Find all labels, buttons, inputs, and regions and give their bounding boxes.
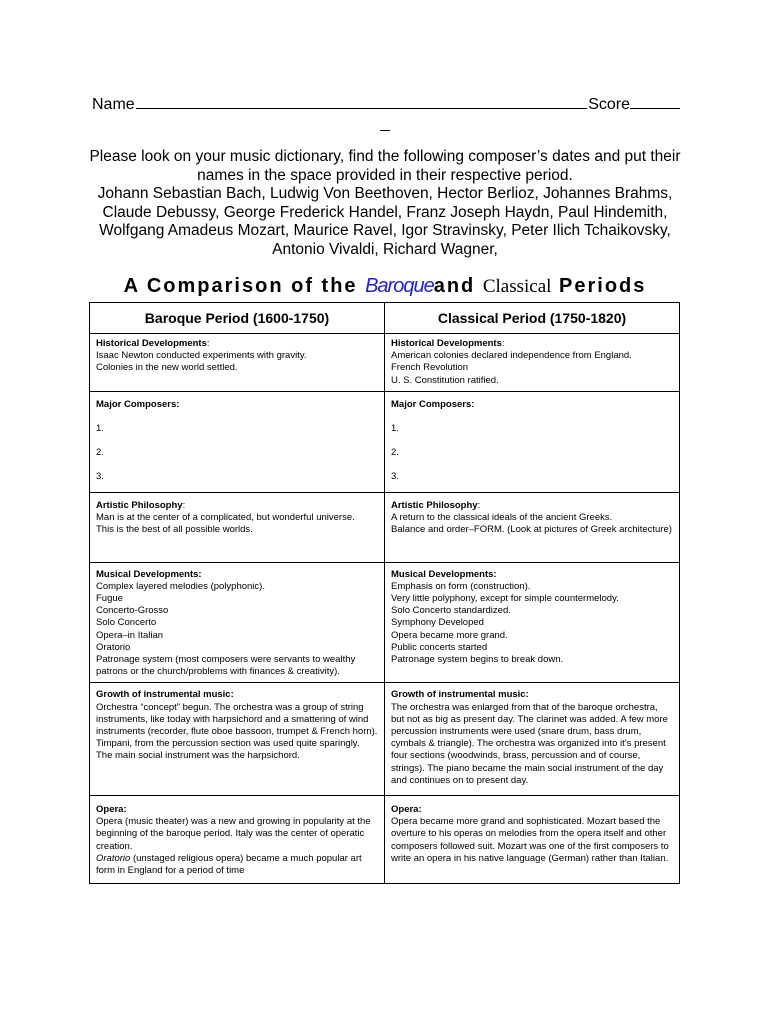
- comparison-table: [89, 302, 680, 884]
- section-label: Musical Developments:: [391, 568, 497, 580]
- title-suffix: Periods: [551, 275, 647, 297]
- title-prefix: A Comparison of the: [123, 275, 366, 297]
- section-label: Major Composers:: [96, 398, 180, 410]
- cell-instrumental-baroque: [90, 683, 385, 796]
- section-label: Artistic Philosophy: [391, 499, 478, 511]
- table-row-instrumental: [90, 683, 680, 796]
- section-label: Major Composers:: [391, 398, 475, 410]
- section-label: Growth of instrumental music:: [96, 689, 234, 701]
- list-item: Man is at the center of a complicated, but wonderful universe.: [96, 511, 355, 523]
- list-item: Complex layered melodies (polyphonic).: [96, 580, 265, 592]
- list-item: U. S. Constitution ratified.: [391, 374, 499, 386]
- name-label: Name: [92, 96, 135, 113]
- section-label: Historical Developments: [391, 338, 502, 349]
- composer-slot-2: 2.: [96, 447, 104, 459]
- composer-slot-3: 3.: [96, 471, 104, 483]
- cell-historical-classical: Historical Developments: American colonies declared independence from England. French Revolution U. S. Constitution ratified.: [385, 334, 680, 392]
- list-item: Fugue: [96, 593, 123, 605]
- score-blank[interactable]: [630, 94, 680, 109]
- paragraph: Opera became more grand and sophisticated. Mozart based the overture to his operas on melodies from the opera itself and other composers followed suit. Mozart was one of the first composers to write an opera in his native language (German) rather than Italian.: [391, 816, 669, 864]
- name-blank[interactable]: [136, 94, 588, 109]
- cell-musical-classical: [385, 562, 680, 683]
- table-row-musical: [90, 562, 680, 683]
- list-item: Solo Concerto standardized.: [391, 605, 511, 617]
- list-item: Opera–in Italian: [96, 629, 164, 641]
- list-item: Isaac Newton conducted experiments with gravity.: [96, 350, 307, 362]
- column-header-baroque: Baroque Period (1600-1750): [90, 303, 385, 334]
- composer-slot-1: 1.: [391, 423, 399, 435]
- section-label: Artistic Philosophy: [96, 499, 183, 511]
- list-item: Opera became more grand.: [391, 629, 508, 641]
- list-item: This is the best of all possible worlds.: [96, 524, 253, 536]
- section-label: Opera:: [391, 804, 422, 816]
- list-item: Oratorio: [96, 641, 131, 653]
- list-item: Solo Concerto: [96, 617, 157, 629]
- paragraph: Orchestra “concept” begun. The orchestra was a group of string instruments, like today with harpsichord and a smattering of wind instruments (recorder, flute oboe bassoon, trumpet & French horn). Timpani, from the percussion section was used quite sparingly. The main social instrument was the harpsichord.: [96, 701, 378, 762]
- cell-opera-classical: [385, 796, 680, 884]
- list-item: Very little polyphony, except for simple countermelody.: [391, 593, 619, 605]
- name-score-line: [92, 94, 680, 114]
- paragraph: Opera (music theater) was a new and growing in popularity at the beginning of the baroque period. Italy was the center of operatic creation.: [96, 816, 371, 852]
- score-blank-continuation: [380, 116, 390, 131]
- cell-philosophy-baroque: Artistic Philosophy: Man is at the center of a complicated, but wonderful universe. This is the best of all possible worlds.: [90, 492, 385, 562]
- list-item: Public concerts started: [391, 641, 488, 653]
- cell-composers-baroque[interactable]: [90, 391, 385, 492]
- oratorio-term: Oratorio: [96, 852, 131, 864]
- list-item: Balance and order–FORM. (Look at pictures of Greek architecture): [391, 524, 672, 536]
- section-label: Historical Developments: [96, 338, 207, 349]
- page-title: [90, 275, 680, 298]
- list-item: Colonies in the new world settled.: [96, 362, 238, 374]
- title-and: and: [433, 275, 483, 297]
- table-row-composers: [90, 391, 680, 492]
- list-item: Patronage system (most composers were servants to wealthy patrons or the church/problems with finances & creativity).: [96, 654, 356, 678]
- composer-slot-3: 3.: [391, 471, 399, 483]
- table-header-row: [90, 303, 680, 334]
- section-label: Musical Developments:: [96, 568, 202, 580]
- cell-philosophy-classical: Artistic Philosophy: A return to the classical ideals of the ancient Greeks. Balance and order–FORM. (Look at pictures of Greek architecture): [385, 492, 680, 562]
- section-label: Growth of instrumental music:: [391, 689, 529, 701]
- table-row-historical: [90, 334, 680, 392]
- column-header-classical: Classical Period (1750-1820): [385, 303, 680, 334]
- title-classical: Classical: [482, 276, 552, 297]
- composer-slot-1: 1.: [96, 423, 104, 435]
- list-item: A return to the classical ideals of the ancient Greeks.: [391, 511, 613, 523]
- composer-list: Johann Sebastian Bach, Ludwig Von Beethoven, Hector Berlioz, Johannes Brahms, Claude Debussy, George Frederick Handel, Franz Joseph Haydn, Paul Hindemith, Wolfgang Amadeus Mozart, Maurice Ravel, Igor Stravinsky, Peter Ilich Tchaikovsky, Antonio Vivaldi, Richard Wagner,: [97, 185, 673, 258]
- table-row-opera: [90, 796, 680, 884]
- list-item: American colonies declared independence from England.: [391, 350, 632, 362]
- section-label: Opera:: [96, 804, 127, 816]
- title-baroque: Baroque: [365, 275, 434, 297]
- paragraph: The orchestra was enlarged from that of the baroque orchestra, but not as big as present day. The clarinet was added. A few more percussion instruments were used (snare drum, bass drum, cymbals & triangle). The orchestra was organized into it’s present four sections (woodwinds, brass, percussion and of course, strings). The piano became the main social instrument of the day and continues on to present day.: [391, 701, 668, 786]
- paragraph: (unstaged religious opera) became a much popular art form in England for a period of time: [96, 852, 362, 877]
- cell-historical-baroque: Historical Developments: Isaac Newton conducted experiments with gravity. Colonies in the new world settled.: [90, 334, 385, 392]
- list-item: Emphasis on form (construction).: [391, 580, 531, 592]
- cell-instrumental-classical: [385, 683, 680, 796]
- cell-opera-baroque: [90, 796, 385, 884]
- list-item: Symphony Developed: [391, 617, 484, 629]
- table-row-philosophy: [90, 492, 680, 562]
- list-item: French Revolution: [391, 362, 469, 374]
- score-label: Score: [588, 96, 630, 113]
- list-item: Patronage system begins to break down.: [391, 654, 564, 666]
- cell-musical-baroque: [90, 562, 385, 683]
- list-item: Concerto-Grosso: [96, 605, 169, 617]
- instructions-prompt: Please look on your music dictionary, find the following composer’s dates and put their names in the space provided in their respective period.: [89, 148, 681, 184]
- composer-slot-2: 2.: [391, 447, 399, 459]
- instructions: [80, 148, 690, 259]
- cell-composers-classical[interactable]: [385, 391, 680, 492]
